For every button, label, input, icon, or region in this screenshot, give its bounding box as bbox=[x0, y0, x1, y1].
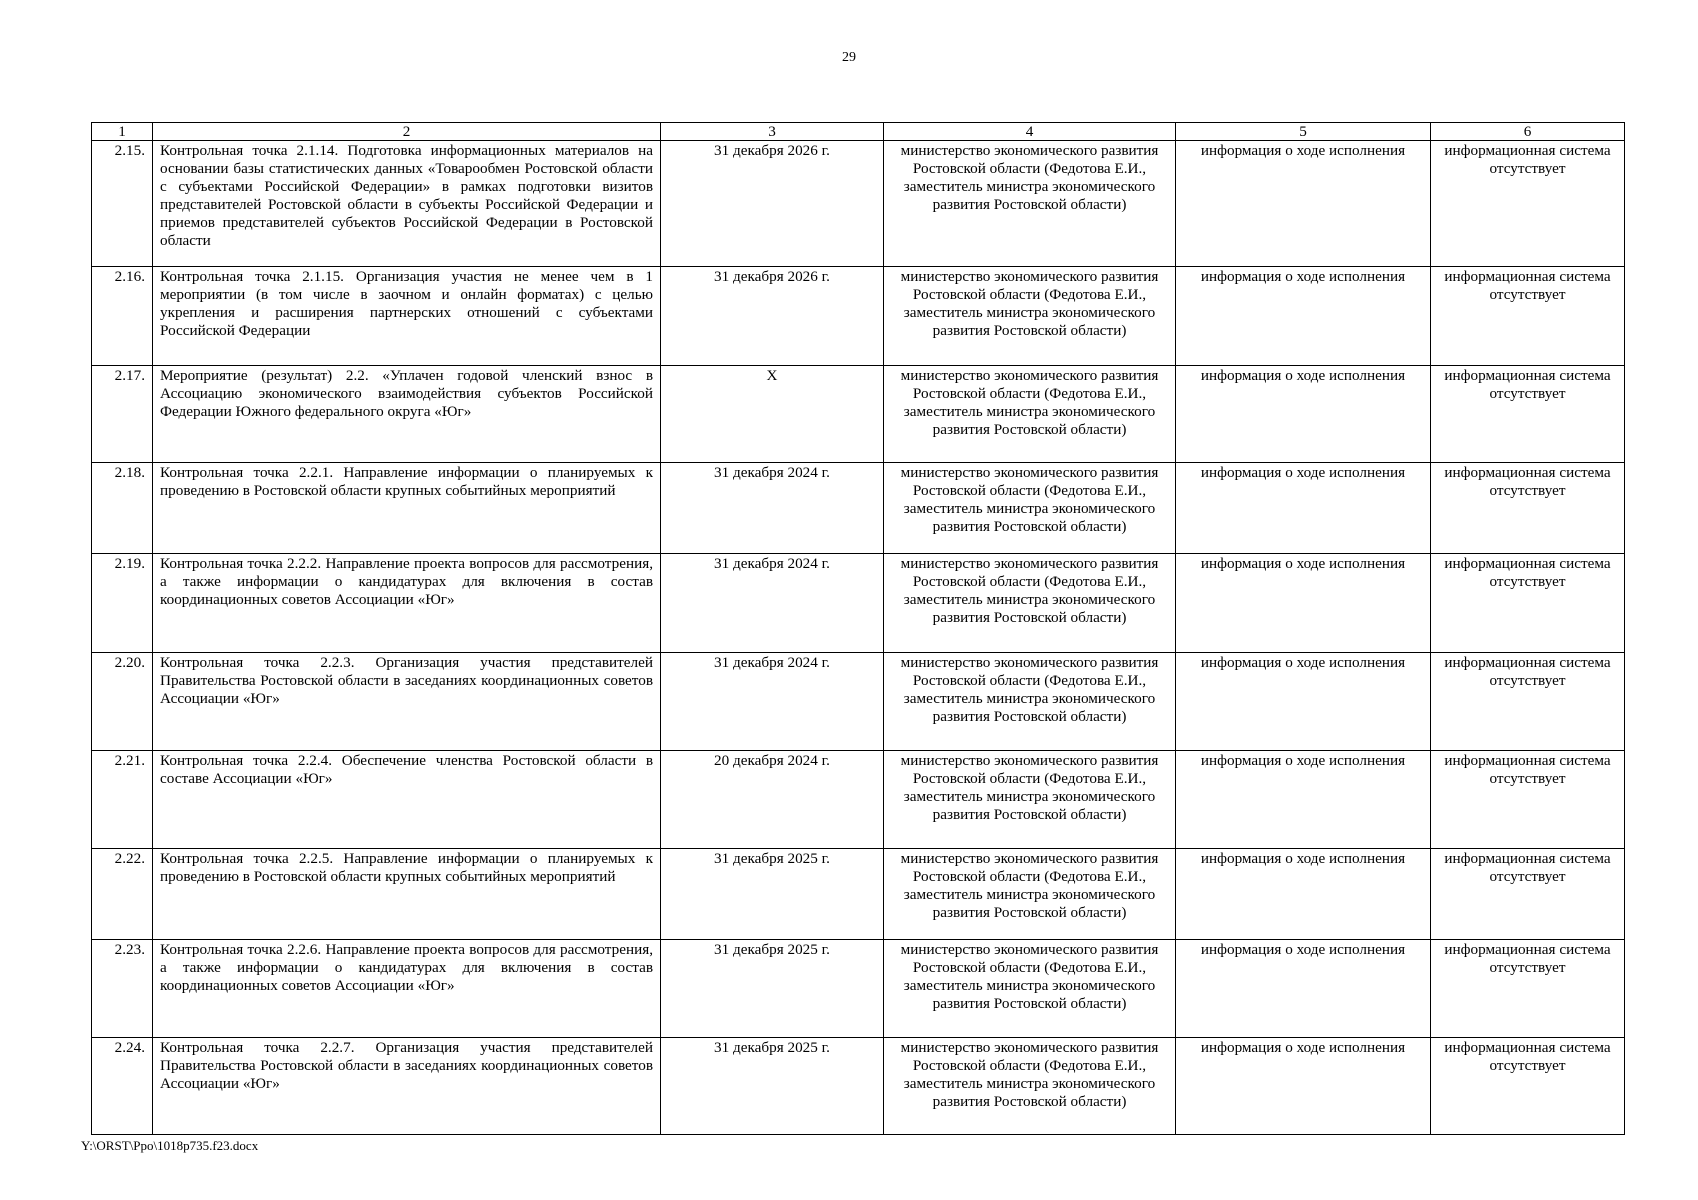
table-body bbox=[92, 141, 1625, 1135]
table-row bbox=[92, 940, 1625, 1038]
row-document: информация о ходе исполнения bbox=[1176, 267, 1431, 366]
row-document: информация о ходе исполнения bbox=[1176, 751, 1431, 849]
table-row bbox=[92, 1038, 1625, 1135]
row-number: 2.22. bbox=[92, 849, 153, 940]
row-document: информация о ходе исполнения bbox=[1176, 366, 1431, 463]
header-col-4: 4 bbox=[884, 123, 1176, 141]
row-document: информация о ходе исполнения bbox=[1176, 653, 1431, 751]
row-name: Контрольная точка 2.2.3. Организация участия представителей Правительства Ростовской области в заседаниях координационных советов Ассоциации «Юг» bbox=[153, 653, 661, 751]
table-row bbox=[92, 366, 1625, 463]
row-system: информационная система отсутствует bbox=[1431, 1038, 1625, 1135]
row-date: 20 декабря 2024 г. bbox=[661, 751, 884, 849]
table-header bbox=[92, 123, 1625, 141]
table-row bbox=[92, 653, 1625, 751]
row-responsible: министерство экономического развития Ростовской области (Федотова Е.И., заместитель министра экономического развития Ростовской области) bbox=[884, 554, 1176, 653]
row-number: 2.19. bbox=[92, 554, 153, 653]
row-system: информационная система отсутствует bbox=[1431, 554, 1625, 653]
row-system: информационная система отсутствует bbox=[1431, 366, 1625, 463]
row-responsible: министерство экономического развития Ростовской области (Федотова Е.И., заместитель министра экономического развития Ростовской области) bbox=[884, 366, 1176, 463]
row-name: Контрольная точка 2.2.6. Направление проекта вопросов для рассмотрения, а также информации о кандидатурах для включения в состав координационных советов Ассоциации «Юг» bbox=[153, 940, 661, 1038]
row-responsible: министерство экономического развития Ростовской области (Федотова Е.И., заместитель министра экономического развития Ростовской области) bbox=[884, 751, 1176, 849]
row-date: 31 декабря 2024 г. bbox=[661, 653, 884, 751]
row-document: информация о ходе исполнения bbox=[1176, 554, 1431, 653]
header-col-1: 1 bbox=[92, 123, 153, 141]
header-col-5: 5 bbox=[1176, 123, 1431, 141]
row-date: 31 декабря 2024 г. bbox=[661, 463, 884, 554]
row-responsible: министерство экономического развития Ростовской области (Федотова Е.И., заместитель министра экономического развития Ростовской области) bbox=[884, 267, 1176, 366]
row-system: информационная система отсутствует bbox=[1431, 463, 1625, 554]
row-name: Контрольная точка 2.2.1. Направление информации о планируемых к проведению в Ростовской области крупных событийных мероприятий bbox=[153, 463, 661, 554]
row-number: 2.20. bbox=[92, 653, 153, 751]
row-document: информация о ходе исполнения bbox=[1176, 849, 1431, 940]
row-number: 2.18. bbox=[92, 463, 153, 554]
row-system: информационная система отсутствует bbox=[1431, 940, 1625, 1038]
row-name: Контрольная точка 2.2.7. Организация участия представителей Правительства Ростовской области в заседаниях координационных советов Ассоциации «Юг» bbox=[153, 1038, 661, 1135]
row-responsible: министерство экономического развития Ростовской области (Федотова Е.И., заместитель министра экономического развития Ростовской области) bbox=[884, 1038, 1176, 1135]
row-number: 2.16. bbox=[92, 267, 153, 366]
row-system: информационная система отсутствует bbox=[1431, 849, 1625, 940]
row-date: 31 декабря 2025 г. bbox=[661, 940, 884, 1038]
row-date: 31 декабря 2024 г. bbox=[661, 554, 884, 653]
table-row bbox=[92, 463, 1625, 554]
row-name: Контрольная точка 2.2.4. Обеспечение членства Ростовской области в составе Ассоциации «Юг» bbox=[153, 751, 661, 849]
header-row bbox=[92, 123, 1625, 141]
row-date: 31 декабря 2026 г. bbox=[661, 267, 884, 366]
header-col-3: 3 bbox=[661, 123, 884, 141]
row-name: Контрольная точка 2.1.14. Подготовка информационных материалов на основании базы статистических данных «Товарообмен Ростовской области с субъектами Российской Федерации» в рамках подготовки визитов представителей Ростовской области в субъекты Российской Федерации и приемов представителей субъектов Российской Федерации в Ростовской области bbox=[153, 141, 661, 267]
row-name: Мероприятие (результат) 2.2. «Уплачен годовой членский взнос в Ассоциацию экономического взаимодействия субъектов Российской Федерации Южного федерального округа «Юг» bbox=[153, 366, 661, 463]
header-col-2: 2 bbox=[153, 123, 661, 141]
row-number: 2.23. bbox=[92, 940, 153, 1038]
table-row bbox=[92, 267, 1625, 366]
row-document: информация о ходе исполнения bbox=[1176, 940, 1431, 1038]
table-row bbox=[92, 849, 1625, 940]
row-responsible: министерство экономического развития Ростовской области (Федотова Е.И., заместитель министра экономического развития Ростовской области) bbox=[884, 463, 1176, 554]
row-date: Х bbox=[661, 366, 884, 463]
row-date: 31 декабря 2025 г. bbox=[661, 849, 884, 940]
row-responsible: министерство экономического развития Ростовской области (Федотова Е.И., заместитель министра экономического развития Ростовской области) bbox=[884, 940, 1176, 1038]
row-number: 2.24. bbox=[92, 1038, 153, 1135]
row-document: информация о ходе исполнения bbox=[1176, 1038, 1431, 1135]
row-responsible: министерство экономического развития Ростовской области (Федотова Е.И., заместитель министра экономического развития Ростовской области) bbox=[884, 849, 1176, 940]
row-responsible: министерство экономического развития Ростовской области (Федотова Е.И., заместитель министра экономического развития Ростовской области) bbox=[884, 141, 1176, 267]
row-document: информация о ходе исполнения bbox=[1176, 463, 1431, 554]
plan-table bbox=[91, 122, 1625, 1135]
row-document: информация о ходе исполнения bbox=[1176, 141, 1431, 267]
table-row bbox=[92, 141, 1625, 267]
row-system: информационная система отсутствует bbox=[1431, 653, 1625, 751]
file-path-footer: Y:\ORST\Ppo\1018p735.f23.docx bbox=[81, 1138, 259, 1153]
row-name: Контрольная точка 2.1.15. Организация участия не менее чем в 1 мероприятии (в том числе в заочном и онлайн форматах) с целью укрепления и расширения партнерских отношений с субъектами Российской Федерации bbox=[153, 267, 661, 366]
page-number: 29 bbox=[842, 50, 856, 65]
row-number: 2.17. bbox=[92, 366, 153, 463]
row-date: 31 декабря 2026 г. bbox=[661, 141, 884, 267]
table-row bbox=[92, 751, 1625, 849]
table-row bbox=[92, 554, 1625, 653]
header-col-6: 6 bbox=[1431, 123, 1625, 141]
row-name: Контрольная точка 2.2.2. Направление проекта вопросов для рассмотрения, а также информации о кандидатурах для включения в состав координационных советов Ассоциации «Юг» bbox=[153, 554, 661, 653]
row-system: информационная система отсутствует bbox=[1431, 267, 1625, 366]
row-system: информационная система отсутствует bbox=[1431, 751, 1625, 849]
row-system: информационная система отсутствует bbox=[1431, 141, 1625, 267]
row-number: 2.21. bbox=[92, 751, 153, 849]
row-number: 2.15. bbox=[92, 141, 153, 267]
row-name: Контрольная точка 2.2.5. Направление информации о планируемых к проведению в Ростовской области крупных событийных мероприятий bbox=[153, 849, 661, 940]
row-responsible: министерство экономического развития Ростовской области (Федотова Е.И., заместитель министра экономического развития Ростовской области) bbox=[884, 653, 1176, 751]
row-date: 31 декабря 2025 г. bbox=[661, 1038, 884, 1135]
